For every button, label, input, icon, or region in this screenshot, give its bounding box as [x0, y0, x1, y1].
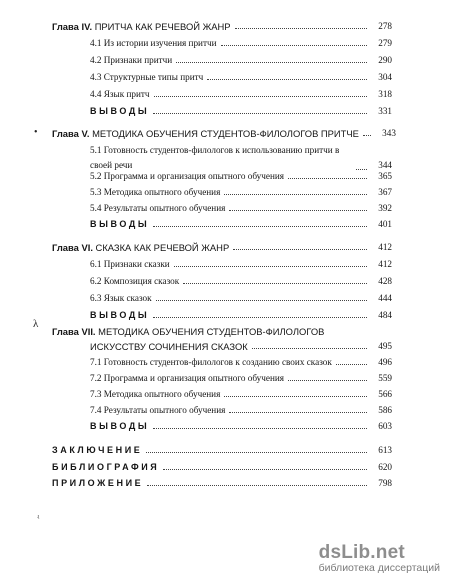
dot-leader [183, 283, 367, 284]
page-number: 620 [378, 462, 392, 472]
dot-leader [336, 364, 367, 365]
toc-appendix [52, 478, 392, 489]
toc-item [90, 143, 392, 173]
chapter-label: Глава VII. [52, 326, 96, 337]
toc-item-conclusions [90, 106, 392, 117]
toc-item-title: 7.2 Программа и организация опытного обучения [90, 373, 285, 383]
page-number: 279 [378, 38, 392, 48]
toc-item [90, 276, 392, 287]
toc-item-title: ВЫВОДЫ [90, 219, 150, 229]
toc-item-title: ВЫВОДЫ [90, 106, 150, 116]
chapter-title: МЕТОДИКА ОБУЧЕНИЯ СТУДЕНТОВ-ФИЛОЛОГОВ [98, 326, 325, 337]
chapter-title: СКАЗКА КАК РЕЧЕВОЙ ЖАНР [95, 242, 230, 253]
page-number: 559 [378, 373, 392, 383]
toc-chapter-7-line1 [52, 326, 392, 337]
dot-leader [356, 169, 367, 170]
toc-item [90, 38, 392, 49]
toc-item-title: 5.3 Методика опытного обучения [90, 187, 221, 197]
page-number: 392 [378, 203, 392, 213]
dot-leader [288, 380, 367, 381]
toc-item [90, 357, 392, 368]
toc-item-title: ПРИЛОЖЕНИЕ [52, 478, 144, 488]
toc-item-title: 5.4 Результаты опытного обучения [90, 203, 226, 213]
page-number: 613 [378, 445, 392, 455]
page-number: 412 [378, 242, 392, 252]
margin-mark: λ [33, 318, 39, 330]
chapter-title: МЕТОДИКА ОБУЧЕНИЯ СТУДЕНТОВ-ФИЛОЛОГОВ ПРИТЧЕ [92, 128, 359, 139]
watermark-brand: dsLib.net [318, 542, 405, 563]
toc-item [90, 171, 392, 182]
page-number: 304 [378, 72, 392, 82]
page-number: 412 [378, 259, 392, 269]
toc-chapter-4 [52, 21, 392, 32]
toc-item-title: 6.2 Композиция сказок [90, 276, 180, 286]
page-number: 344 [378, 160, 392, 170]
toc-item [90, 405, 392, 416]
dot-leader [153, 317, 367, 318]
page-number: 365 [378, 171, 392, 181]
toc-item-title: 7.1 Готовность студентов-филологов к созданию своих сказок [90, 357, 332, 367]
dslib-watermark [319, 542, 440, 574]
page-number: 318 [378, 89, 392, 99]
toc-chapter-6 [52, 242, 392, 253]
dot-leader [288, 178, 367, 179]
page-number: 367 [378, 187, 392, 197]
dot-leader [153, 226, 367, 227]
toc-item-title: 7.4 Результаты опытного обучения [90, 405, 226, 415]
page-number: 343 [382, 128, 396, 138]
toc-chapter-7-line2 [90, 341, 392, 352]
page-number: 798 [378, 478, 392, 488]
page-number: 484 [378, 310, 392, 320]
dot-leader [176, 62, 367, 63]
toc-item [90, 203, 392, 214]
toc-item-title: 5.2 Программа и организация опытного обучения [90, 171, 285, 181]
dot-leader [235, 28, 367, 29]
toc-item [90, 187, 392, 198]
dot-leader [224, 194, 367, 195]
dot-leader [233, 249, 367, 250]
margin-mark: • [34, 127, 38, 138]
toc-item [90, 55, 392, 66]
page-number: 331 [378, 106, 392, 116]
toc-item-title: 6.3 Язык сказок [90, 293, 152, 303]
toc-chapter-5 [52, 128, 396, 139]
chapter-title: ПРИТЧА КАК РЕЧЕВОЙ ЖАНР [94, 21, 231, 32]
dot-leader [146, 452, 367, 453]
toc-item-title: 5.1 Готовность студентов-филологов к использованию притчи в своей речи [90, 145, 340, 170]
toc-item-conclusions [90, 310, 392, 321]
page-number: 603 [378, 421, 392, 431]
toc-bibliography [52, 462, 392, 473]
toc-item-title: 4.1 Из истории изучения притчи [90, 38, 217, 48]
chapter-label: Глава V. [52, 128, 90, 139]
chapter-title: ИСКУССТВУ СОЧИНЕНИЯ СКАЗОК [90, 341, 248, 352]
page-number: 444 [378, 293, 392, 303]
page-number: 401 [378, 219, 392, 229]
dot-leader [174, 266, 367, 267]
toc-item [90, 72, 392, 83]
dot-leader [224, 396, 367, 397]
toc-item-title: ВЫВОДЫ [90, 310, 150, 320]
page-number: 290 [378, 55, 392, 65]
dot-leader [207, 79, 367, 80]
toc-item [90, 89, 392, 100]
toc-item-title: ЗАКЛЮЧЕНИЕ [52, 445, 143, 455]
dot-leader [156, 300, 367, 301]
dot-leader [147, 485, 367, 486]
toc-conclusion [52, 445, 392, 456]
toc-item-conclusions [90, 219, 392, 230]
chapter-label: Глава IV. [52, 21, 93, 32]
page-number: 566 [378, 389, 392, 399]
page-number: 496 [378, 357, 392, 367]
dot-leader [221, 45, 367, 46]
toc-item [90, 259, 392, 270]
dot-leader [154, 96, 367, 97]
toc-item-title: ВЫВОДЫ [90, 421, 150, 431]
toc-item-title: БИБЛИОГРАФИЯ [52, 462, 160, 472]
dot-leader [363, 135, 371, 136]
toc-item [90, 389, 392, 400]
toc-item [90, 373, 392, 384]
dot-leader [153, 428, 367, 429]
chapter-label: Глава VI. [52, 242, 93, 253]
dot-leader [163, 469, 367, 470]
toc-item-title: 4.3 Структурные типы притч [90, 72, 204, 82]
dot-leader [229, 210, 367, 211]
page-number: 495 [378, 341, 392, 351]
dot-leader [252, 348, 367, 349]
toc-item-title: 6.1 Признаки сказки [90, 259, 170, 269]
toc-item-conclusions [90, 421, 392, 432]
watermark-tagline: библиотека диссертаций [318, 562, 440, 574]
margin-mark: ʵ [37, 512, 39, 522]
toc-item-title: 4.4 Язык притч [90, 89, 150, 99]
page-number: 428 [378, 276, 392, 286]
page-number: 586 [378, 405, 392, 415]
dot-leader [229, 412, 367, 413]
page-number: 278 [378, 21, 392, 31]
toc-item-title: 4.2 Признаки притчи [90, 55, 173, 65]
toc-item [90, 293, 392, 304]
dot-leader [153, 113, 367, 114]
toc-item-title: 7.3 Методика опытного обучения [90, 389, 221, 399]
